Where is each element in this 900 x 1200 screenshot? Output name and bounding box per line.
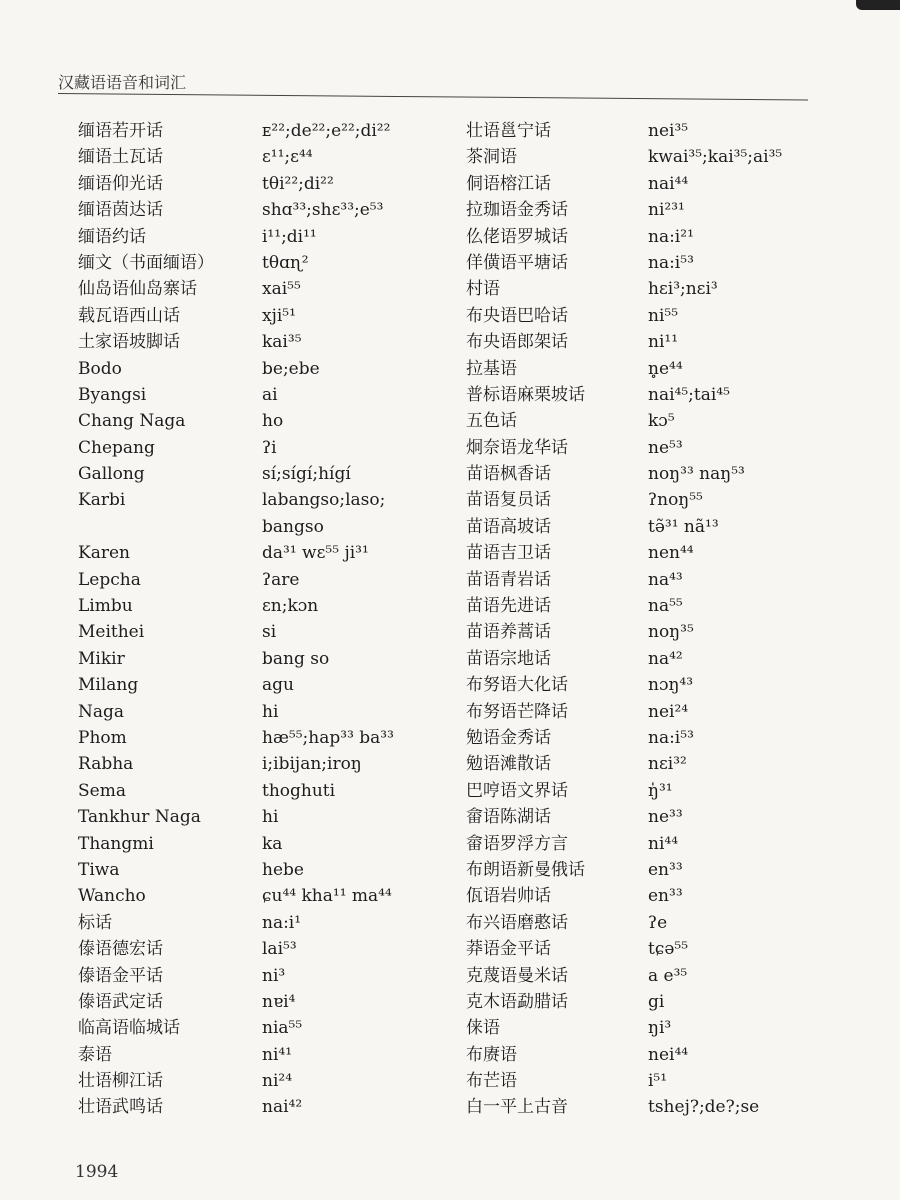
word-form: be;ebe [262, 358, 320, 379]
word-form: ni⁵⁵ [648, 305, 679, 326]
table-row [78, 831, 458, 857]
word-form: gi [648, 991, 665, 1012]
table-row [466, 751, 866, 777]
language-name: 茶洞语 [466, 147, 517, 168]
word-form: en³³ [648, 886, 683, 907]
table-row [466, 356, 866, 382]
word-form: nei³⁵ [648, 121, 689, 141]
word-form: nɐi⁴ [262, 991, 296, 1012]
word-form: shɑ³³;shɛ³³;e⁵³ [262, 200, 384, 221]
header-rule [58, 93, 808, 101]
word-form: ᴇ²²;de²²;e²²;di²² [262, 121, 391, 141]
word-form: tə̃³¹ nã¹³ [648, 516, 719, 537]
word-form: n̥e⁴⁴ [648, 358, 683, 379]
word-form: nei²⁴ [648, 701, 689, 722]
language-name: 苗语枫香话 [466, 464, 551, 485]
table-row [466, 250, 866, 276]
word-form: hæ⁵⁵;hap³³ ba³³ [262, 727, 394, 748]
table-row [78, 382, 458, 408]
table-row [78, 250, 458, 276]
table-row [466, 171, 866, 197]
language-name: 苗语养蒿话 [466, 622, 551, 643]
table-row [78, 778, 458, 804]
language-name: 临高语临城话 [78, 1018, 180, 1039]
word-form: noŋ³³ naŋ⁵³ [648, 464, 745, 485]
table-row [78, 699, 458, 725]
language-name: 普标语麻栗坡话 [466, 384, 585, 405]
table-row [466, 514, 866, 540]
language-name: Gallong [78, 464, 145, 485]
word-form: i¹¹;di¹¹ [262, 226, 317, 247]
table-row [466, 804, 866, 830]
language-name: 缅语约话 [78, 226, 146, 247]
language-name: 缅语茵达话 [78, 200, 163, 221]
language-name: 傣语武定话 [78, 991, 163, 1012]
word-form: hi [262, 807, 279, 828]
word-form: hebe [262, 859, 304, 880]
table-row [78, 989, 458, 1015]
word-form: i;ibijan;iroŋ [262, 754, 362, 775]
word-form: i⁵¹ [648, 1071, 668, 1092]
table-row [466, 778, 866, 804]
word-form: na:i²¹ [648, 226, 694, 247]
table-row [78, 593, 458, 619]
table-row [466, 725, 866, 751]
word-form: ʔe [648, 912, 668, 933]
word-form: si [262, 622, 277, 643]
word-form: ho [262, 411, 284, 432]
table-row [78, 1094, 458, 1120]
language-name: Milang [78, 675, 139, 696]
table-row [78, 1042, 458, 1068]
table-row [78, 118, 458, 144]
table-row [78, 276, 458, 302]
language-name: 侗语榕江话 [466, 173, 551, 194]
table-row [466, 303, 866, 329]
word-form: agu [262, 675, 294, 696]
language-name: Sema [78, 780, 126, 801]
word-form: ʔare [262, 569, 300, 590]
table-row [466, 857, 866, 883]
language-name: 缅语若开话 [78, 121, 163, 141]
table-row [466, 963, 866, 989]
word-form: ne⁵³ [648, 437, 683, 458]
word-form: ni¹¹ [648, 332, 679, 353]
word-form: lai⁵³ [262, 939, 297, 960]
language-name: 布央语郎架话 [466, 332, 568, 353]
language-name: 仫佬语罗城话 [466, 226, 568, 247]
language-name: 拉珈语金秀话 [466, 200, 568, 221]
language-name: 苗语高坡话 [466, 516, 551, 537]
table-row [78, 857, 458, 883]
word-form: kɔ⁵ [648, 411, 675, 432]
table-row [466, 646, 866, 672]
word-form: labangso;laso; [262, 490, 386, 511]
word-form: thoghuti [262, 780, 336, 801]
table-row [466, 224, 866, 250]
language-name: 巴哼语文界话 [466, 780, 568, 801]
table-row [78, 725, 458, 751]
language-name: 炯奈语龙华话 [466, 437, 568, 458]
running-header [58, 70, 808, 100]
language-name: Karen [78, 543, 130, 564]
language-name: 苗语复员话 [466, 490, 551, 511]
word-form: xji⁵¹ [262, 305, 296, 326]
table-row [466, 118, 866, 144]
table-row [78, 936, 458, 962]
language-name: 五色话 [466, 411, 517, 432]
language-name: 白一平上古音 [466, 1097, 568, 1118]
language-name: Karbi [78, 490, 126, 511]
table-row [466, 989, 866, 1015]
language-name: Meithei [78, 622, 145, 643]
table-row [466, 672, 866, 698]
language-name: 载瓦语西山话 [78, 305, 180, 326]
language-name: Bodo [78, 358, 122, 379]
language-name: Limbu [78, 596, 133, 617]
word-form: na⁴³ [648, 569, 683, 590]
table-row [466, 540, 866, 566]
language-name: 布兴语磨憨话 [466, 912, 568, 933]
table-row [466, 883, 866, 909]
language-name: 莽语金平话 [466, 939, 551, 960]
table-row [466, 144, 866, 170]
table-row [466, 382, 866, 408]
table-row [466, 699, 866, 725]
table-row [78, 567, 458, 593]
language-name: Tankhur Naga [78, 807, 201, 828]
table-row [78, 303, 458, 329]
language-name: 克蔑语曼米话 [466, 965, 568, 986]
table-row [466, 1094, 866, 1120]
language-name: Wancho [78, 886, 146, 907]
word-form: noŋ³⁵ [648, 622, 694, 643]
language-name: 土家语坡脚话 [78, 332, 180, 353]
word-form: xai⁵⁵ [262, 279, 301, 300]
table-row [466, 936, 866, 962]
table-row [78, 356, 458, 382]
language-name: 布央语巴哈话 [466, 305, 568, 326]
table-row [466, 487, 866, 513]
language-name: 布朗语新曼俄话 [466, 859, 585, 880]
language-name: 缅语土瓦话 [78, 147, 163, 168]
table-row [78, 144, 458, 170]
table-row [78, 883, 458, 909]
page-number: 1994 [75, 1162, 119, 1182]
table-row [78, 408, 458, 434]
language-name: 缅文（书面缅语） [78, 252, 214, 273]
word-form: tθi²²;di²² [262, 173, 334, 194]
table-row [78, 224, 458, 250]
table-row [78, 540, 458, 566]
table-row [78, 329, 458, 355]
word-form: kwai³⁵;kai³⁵;ai³⁵ [648, 147, 783, 168]
header-title: 汉藏语语音和词汇 [58, 73, 187, 92]
table-row [78, 461, 458, 487]
table-row [78, 910, 458, 936]
word-form: nen⁴⁴ [648, 543, 694, 564]
right-column [466, 118, 866, 1121]
table-row [466, 329, 866, 355]
language-name: 佯僙语平塘话 [466, 252, 568, 273]
word-form: kai³⁵ [262, 332, 302, 353]
language-name: 村语 [466, 279, 500, 300]
language-name: 壮语邕宁话 [466, 121, 551, 141]
word-form: na⁵⁵ [648, 596, 683, 617]
table-row [466, 1068, 866, 1094]
word-form: nɔŋ⁴³ [648, 675, 694, 696]
language-name: 克木语勐腊话 [466, 991, 568, 1012]
word-form: nai⁴² [262, 1097, 303, 1118]
table-row [466, 831, 866, 857]
table-row [78, 751, 458, 777]
table-row [466, 619, 866, 645]
word-form: ni⁴⁴ [648, 833, 679, 854]
language-name: Phom [78, 727, 127, 748]
language-name: Thangmi [78, 833, 154, 854]
table-row [78, 804, 458, 830]
language-name: 畲语陈湖话 [466, 807, 551, 828]
language-name: 标话 [78, 912, 112, 933]
table-row [466, 1015, 866, 1041]
table-row [466, 197, 866, 223]
word-form: ni²⁴ [262, 1071, 293, 1092]
word-form: ɛn;kɔn [262, 596, 319, 617]
table-row [466, 910, 866, 936]
language-name: 布赓语 [466, 1044, 517, 1065]
word-form: na:i¹ [262, 912, 302, 933]
word-form: na:i⁵³ [648, 727, 694, 748]
word-form: na:i⁵³ [648, 252, 694, 273]
table-row [78, 487, 458, 513]
word-form: a e³⁵ [648, 965, 688, 986]
word-form: tshej?;de?;se [648, 1097, 760, 1118]
word-form: nai⁴⁴ [648, 173, 689, 194]
table-row [78, 1015, 458, 1041]
word-form: ɕu⁴⁴ kha¹¹ ma⁴⁴ [262, 886, 392, 907]
language-name: 傣语金平话 [78, 965, 163, 986]
word-form: tɕə⁵⁵ [648, 939, 689, 960]
corner-mark [856, 0, 900, 10]
language-name: 苗语青岩话 [466, 569, 551, 590]
word-form: ai [262, 384, 278, 405]
language-name: 苗语先进话 [466, 596, 551, 617]
word-form: tθɑɳ² [262, 252, 309, 273]
word-form: ŋ̍³¹ [648, 780, 673, 801]
language-name: 壮语武鸣话 [78, 1097, 163, 1118]
word-form: bang so [262, 648, 330, 669]
language-name: 佤语岩帅话 [466, 886, 551, 907]
word-form: hi [262, 701, 279, 722]
table-row [466, 408, 866, 434]
language-name: 苗语宗地话 [466, 648, 551, 669]
table-row [466, 276, 866, 302]
language-name: Chang Naga [78, 411, 186, 432]
word-form: ka [262, 833, 283, 854]
table-row [78, 1068, 458, 1094]
table-row [78, 646, 458, 672]
word-form: ni²³¹ [648, 200, 685, 221]
word-form: ni³ [262, 965, 286, 986]
table-row [466, 1042, 866, 1068]
word-form: na⁴² [648, 648, 683, 669]
word-form: ʔi [262, 437, 277, 458]
table-row [78, 197, 458, 223]
word-form: ne³³ [648, 807, 683, 828]
word-form: hɛi³;nɛi³ [648, 279, 718, 300]
word-form: ŋi³ [648, 1018, 672, 1039]
language-name: Chepang [78, 437, 155, 458]
word-form: sí;sígí;hígí [262, 464, 351, 485]
language-name: 苗语吉卫话 [466, 543, 551, 564]
table-row [466, 435, 866, 461]
table-row [78, 435, 458, 461]
language-name: Tiwa [78, 859, 120, 880]
language-name: 壮语柳江话 [78, 1071, 163, 1092]
language-name: 拉基语 [466, 358, 517, 379]
language-name: 勉语金秀话 [466, 727, 551, 748]
language-name: 勉语滩散话 [466, 754, 551, 775]
word-form: da³¹ wɛ⁵⁵ ji³¹ [262, 543, 369, 564]
language-name: 布努语大化话 [466, 675, 568, 696]
word-form: ni⁴¹ [262, 1044, 293, 1065]
table-row [78, 171, 458, 197]
word-form: nai⁴⁵;tai⁴⁵ [648, 384, 730, 405]
table-row [466, 567, 866, 593]
language-name: 畲语罗浮方言 [466, 833, 568, 854]
language-name: 泰语 [78, 1044, 112, 1065]
word-form: ɛ¹¹;ɛ⁴⁴ [262, 147, 313, 168]
language-name: 仙岛语仙岛寨话 [78, 279, 197, 300]
table-row [78, 672, 458, 698]
table-row [466, 461, 866, 487]
language-name: 布芒语 [466, 1071, 517, 1092]
word-form: en³³ [648, 859, 683, 880]
word-form: nia⁵⁵ [262, 1018, 303, 1039]
table-row [78, 963, 458, 989]
language-name: 傣语德宏话 [78, 939, 163, 960]
word-form: bangso [262, 516, 324, 537]
language-name: Naga [78, 701, 125, 722]
language-name: Lepcha [78, 569, 141, 590]
table-row [78, 514, 458, 540]
left-column [78, 118, 458, 1121]
language-name: Rabha [78, 754, 134, 775]
table-row [78, 619, 458, 645]
language-name: Mikir [78, 648, 125, 669]
word-form: ʔnoŋ⁵⁵ [648, 490, 703, 511]
word-form: nɛi³² [648, 754, 687, 775]
table-row [466, 593, 866, 619]
language-name: 缅语仰光话 [78, 173, 163, 194]
word-form: nei⁴⁴ [648, 1044, 689, 1065]
language-name: 俫语 [466, 1018, 500, 1039]
language-name: Byangsi [78, 384, 147, 405]
language-name: 布努语芒降话 [466, 701, 568, 722]
